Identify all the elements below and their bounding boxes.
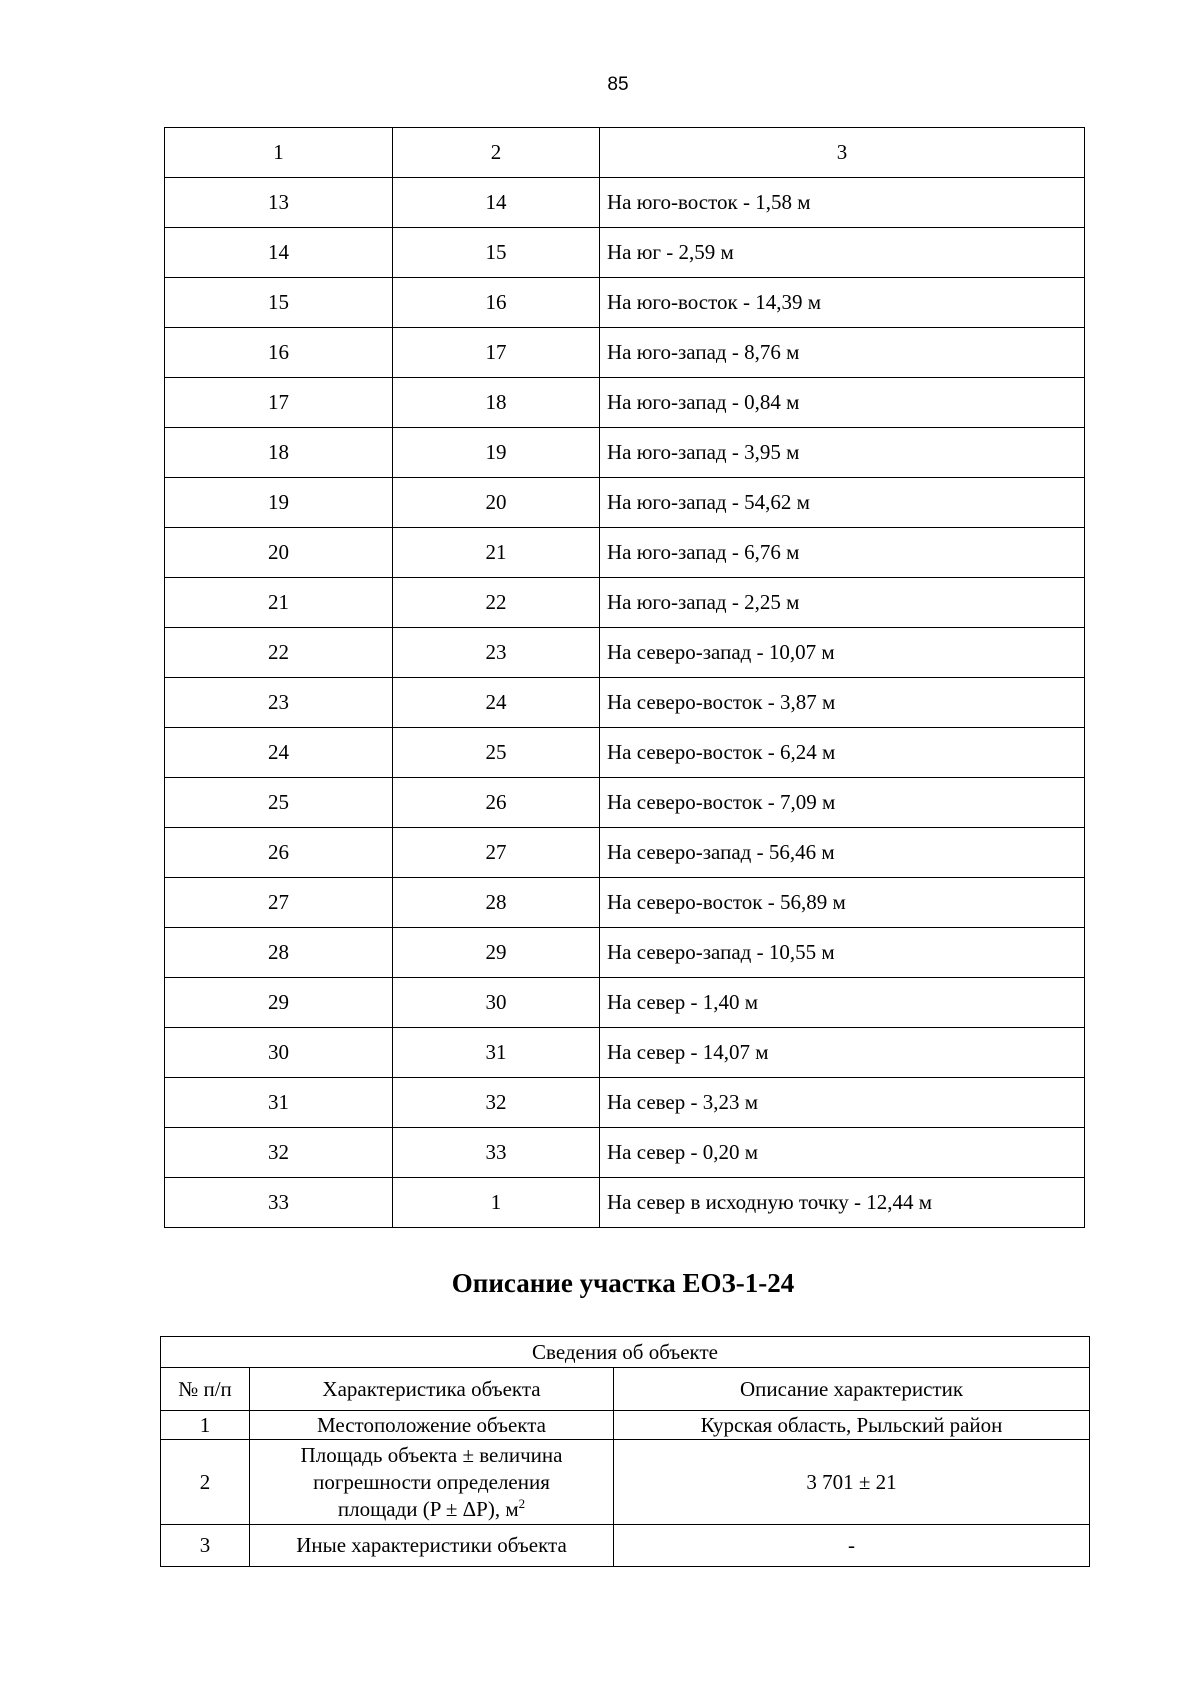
from-point-cell: 26 <box>165 828 393 878</box>
header-cell: Характеристика объекта <box>250 1368 614 1411</box>
direction-cell: На юго-запад - 3,95 м <box>600 428 1085 478</box>
table-row <box>165 878 1085 928</box>
header-cell: № п/п <box>161 1368 250 1411</box>
table-row <box>161 1525 1090 1567</box>
direction-cell: На юг - 2,59 м <box>600 228 1085 278</box>
to-point-cell: 32 <box>393 1078 600 1128</box>
row-number: 3 <box>161 1525 250 1567</box>
to-point-cell: 30 <box>393 978 600 1028</box>
to-point-cell: 1 <box>393 1178 600 1228</box>
characteristic-name <box>250 1440 614 1525</box>
to-point-cell: 17 <box>393 328 600 378</box>
table-row <box>165 1128 1085 1178</box>
direction-cell: На север - 0,20 м <box>600 1128 1085 1178</box>
characteristic-value: 3 701 ± 21 <box>614 1440 1090 1525</box>
table-row <box>165 428 1085 478</box>
from-point-cell: 16 <box>165 328 393 378</box>
object-info-table <box>160 1336 1090 1567</box>
to-point-cell: 25 <box>393 728 600 778</box>
from-point-cell: 20 <box>165 528 393 578</box>
to-point-cell: 15 <box>393 228 600 278</box>
table-row <box>165 778 1085 828</box>
bearings-table <box>164 127 1085 1228</box>
direction-cell: На северо-восток - 56,89 м <box>600 878 1085 928</box>
from-point-cell: 19 <box>165 478 393 528</box>
row-number: 1 <box>161 1411 250 1440</box>
direction-cell: На север в исходную точку - 12,44 м <box>600 1178 1085 1228</box>
table-row <box>165 1178 1085 1228</box>
from-point-cell: 33 <box>165 1178 393 1228</box>
direction-cell: На северо-запад - 10,55 м <box>600 928 1085 978</box>
direction-cell: На северо-восток - 6,24 м <box>600 728 1085 778</box>
table-caption-row <box>161 1337 1090 1368</box>
direction-cell: На северо-восток - 7,09 м <box>600 778 1085 828</box>
name-line: площади (P ± ΔP), м <box>337 1496 519 1521</box>
from-point-cell: 27 <box>165 878 393 928</box>
table-row <box>165 278 1085 328</box>
header-cell: 2 <box>393 128 600 178</box>
table-row <box>165 828 1085 878</box>
from-point-cell: 15 <box>165 278 393 328</box>
table-row <box>165 1028 1085 1078</box>
table-row <box>165 1078 1085 1128</box>
table-header-row <box>165 128 1085 178</box>
direction-cell: На юго-запад - 2,25 м <box>600 578 1085 628</box>
direction-cell: На север - 3,23 м <box>600 1078 1085 1128</box>
direction-cell: На юго-запад - 6,76 м <box>600 528 1085 578</box>
to-point-cell: 33 <box>393 1128 600 1178</box>
to-point-cell: 23 <box>393 628 600 678</box>
from-point-cell: 23 <box>165 678 393 728</box>
direction-cell: На юго-запад - 54,62 м <box>600 478 1085 528</box>
direction-cell: На юго-запад - 0,84 м <box>600 378 1085 428</box>
to-point-cell: 18 <box>393 378 600 428</box>
table-row <box>165 978 1085 1028</box>
direction-cell: На юго-восток - 14,39 м <box>600 278 1085 328</box>
to-point-cell: 14 <box>393 178 600 228</box>
to-point-cell: 19 <box>393 428 600 478</box>
name-line: погрешности определения <box>313 1469 550 1494</box>
from-point-cell: 18 <box>165 428 393 478</box>
from-point-cell: 17 <box>165 378 393 428</box>
table-row <box>165 378 1085 428</box>
table-row <box>165 478 1085 528</box>
table-row <box>165 228 1085 278</box>
table-caption: Сведения об объекте <box>161 1337 1090 1368</box>
to-point-cell: 29 <box>393 928 600 978</box>
characteristic-value: - <box>614 1525 1090 1567</box>
table-row <box>165 178 1085 228</box>
header-cell: Описание характеристик <box>614 1368 1090 1411</box>
to-point-cell: 26 <box>393 778 600 828</box>
page-number: 85 <box>607 74 629 95</box>
direction-cell: На северо-запад - 10,07 м <box>600 628 1085 678</box>
from-point-cell: 24 <box>165 728 393 778</box>
from-point-cell: 29 <box>165 978 393 1028</box>
from-point-cell: 22 <box>165 628 393 678</box>
from-point-cell: 21 <box>165 578 393 628</box>
direction-cell: На север - 14,07 м <box>600 1028 1085 1078</box>
from-point-cell: 32 <box>165 1128 393 1178</box>
from-point-cell: 31 <box>165 1078 393 1128</box>
table-row <box>165 578 1085 628</box>
to-point-cell: 22 <box>393 578 600 628</box>
row-number: 2 <box>161 1440 250 1525</box>
direction-cell: На север - 1,40 м <box>600 978 1085 1028</box>
header-cell: 3 <box>600 128 1085 178</box>
direction-cell: На северо-восток - 3,87 м <box>600 678 1085 728</box>
to-point-cell: 20 <box>393 478 600 528</box>
from-point-cell: 14 <box>165 228 393 278</box>
to-point-cell: 27 <box>393 828 600 878</box>
to-point-cell: 28 <box>393 878 600 928</box>
header-cell: 1 <box>165 128 393 178</box>
direction-cell: На юго-запад - 8,76 м <box>600 328 1085 378</box>
direction-cell: На северо-запад - 56,46 м <box>600 828 1085 878</box>
table-row <box>161 1411 1090 1440</box>
table-row <box>161 1440 1090 1525</box>
characteristic-value: Курская область, Рыльский район <box>614 1411 1090 1440</box>
table-header-row <box>161 1368 1090 1411</box>
table-row <box>165 928 1085 978</box>
section-title: Описание участка ЕОЗ-1-24 <box>451 1268 795 1298</box>
to-point-cell: 24 <box>393 678 600 728</box>
table-row <box>165 728 1085 778</box>
table-row <box>165 678 1085 728</box>
from-point-cell: 13 <box>165 178 393 228</box>
to-point-cell: 21 <box>393 528 600 578</box>
table-row <box>165 328 1085 378</box>
to-point-cell: 16 <box>393 278 600 328</box>
from-point-cell: 30 <box>165 1028 393 1078</box>
table-row <box>165 528 1085 578</box>
unit-exponent: 2 <box>518 1495 526 1511</box>
from-point-cell: 25 <box>165 778 393 828</box>
direction-cell: На юго-восток - 1,58 м <box>600 178 1085 228</box>
to-point-cell: 31 <box>393 1028 600 1078</box>
from-point-cell: 28 <box>165 928 393 978</box>
characteristic-name: Местоположение объекта <box>250 1411 614 1440</box>
characteristic-name: Иные характеристики объекта <box>250 1525 614 1567</box>
name-line-with-unit <box>250 1496 613 1523</box>
table-row <box>165 628 1085 678</box>
name-line: Площадь объекта ± величина <box>300 1442 563 1467</box>
